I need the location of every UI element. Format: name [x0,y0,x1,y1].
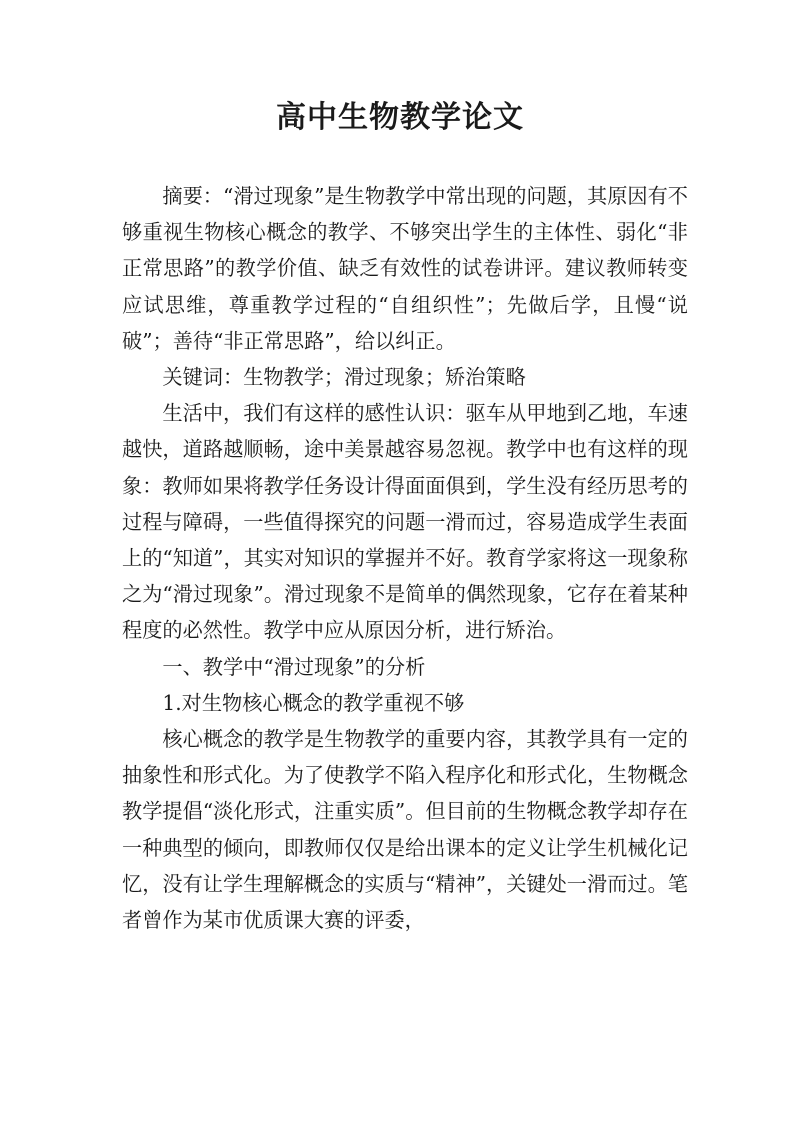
keywords-paragraph: 关键词：生物教学；滑过现象；矫治策略 [162,365,526,390]
document-title: 高中生物教学论文 [276,100,524,135]
document-body [122,178,688,938]
intro-paragraph: 生活中，我们有这样的感性认识：驱车从甲地到乙地，车速越快，道路越顺畅，途中美景越容易忽视。教学中也有这样的现象：教师如果将教学任务设计得面面俱到，学生没有经历思考的过程与障碍，一些值得探究的问题一滑而过，容易造成学生表面上的“知道”，其实对知识的掌握并不好。教育学家将这一现象称之为“滑过现象”。滑过现象不是简单的偶然现象，它存在着某种程度的必然性。教学中应从原因分析，进行矫治。 [122,401,688,643]
section-heading: 一、教学中“滑过现象”的分析 [162,654,426,679]
body-paragraph: 核心概念的教学是生物教学的重要内容，其教学具有一定的抽象性和形式化。为了使教学不陷入程序化和形式化，生物概念教学提倡“淡化形式，注重实质”。但目前的生物概念教学却存在一种典型的倾向，即教师仅仅是给出课本的定义让学生机械化记忆，没有让学生理解概念的实质与“精神”，关键处一滑而过。笔者曾作为某市优质课大赛的评委， [122,727,688,933]
subsection-heading: 1.对生物核心概念的教学重视不够 [162,690,465,715]
abstract-paragraph: 摘要：“滑过现象”是生物教学中常出现的问题，其原因有不够重视生物核心概念的教学、不够突出学生的主体性、弱化“非正常思路”的教学价值、缺乏有效性的试卷讲评。建议教师转变应试思维，尊重教学过程的“自组织性”；先做后学，且慢“说破”；善待“非正常思路”，给以纠正。 [122,184,688,353]
